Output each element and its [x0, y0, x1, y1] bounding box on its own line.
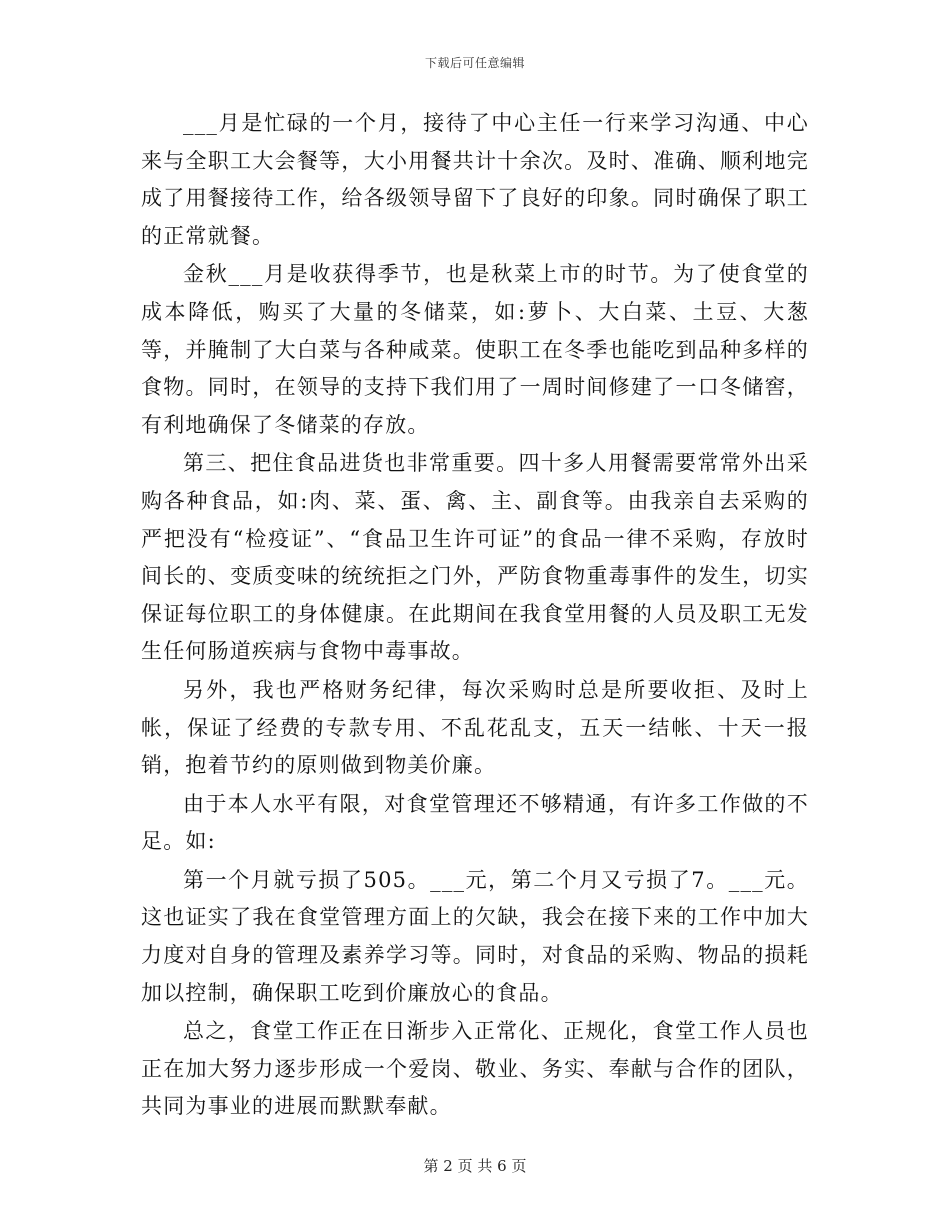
paragraph: 另外，我也严格财务纪律，每次采购时总是所要收拒、及时上帐，保证了经费的专款专用、不乱花乱支，五天一结帐、十天一报销，抱着节约的原则做到物美价廉。: [141, 677, 809, 778]
paragraph: 金秋___月是收获得季节，也是秋菜上市的时节。为了使食堂的成本降低，购买了大量的冬储菜，如:萝卜、大白菜、土豆、大葱等，并腌制了大白菜与各种咸菜。使职工在冬季也能吃到品种多样的食物。同时，在领导的支持下我们用了一周时间修建了一口冬储窖，有利地确保了冬储菜的存放。: [141, 262, 809, 437]
document-body: [141, 105, 809, 1127]
paragraph: 总之，食堂工作正在日渐步入正常化、正规化，食堂工作人员也正在加大努力逐步形成一个爱岗、敬业、务实、奉献与合作的团队，共同为事业的进展而默默奉献。: [141, 1019, 809, 1119]
paragraph: ___月是忙碌的一个月，接待了中心主任一行来学习沟通、中心来与全职工大会餐等，大小用餐共计十余次。及时、准确、顺利地完成了用餐接待工作，给各级领导留下了良好的印象。同时确保了职工的正常就餐。: [141, 111, 809, 248]
paragraph: 第一个月就亏损了505。___元，第二个月又亏损了7。___元。这也证实了我在食堂管理方面上的欠缺，我会在接下来的工作中加大力度对自身的管理及素养学习等。同时，对食品的采购、物品的损耗加以控制，确保职工吃到价廉放心的食品。: [141, 867, 809, 1005]
paragraph: 由于本人水平有限，对食堂管理还不够精通，有许多工作做的不足。如:: [141, 791, 809, 854]
header-note: 下载后可任意编辑: [424, 56, 525, 70]
page-number: 第 2 页 共 6 页: [423, 1157, 527, 1175]
paragraph: 第三、把住食品进货也非常重要。四十多人用餐需要常常外出采购各种食品，如:肉、菜、蛋、禽、主、副食等。由我亲自去采购的严把没有“检疫证”、“食品卫生许可证”的食品一律不采购，存放时间长的、变质变味的统统拒之门外，严防食物重毒事件的发生，切实保证每位职工的身体健康。在此期间在我食堂用餐的人员及职工无发生任何肠道疾病与食物中毒事故。: [141, 451, 809, 664]
